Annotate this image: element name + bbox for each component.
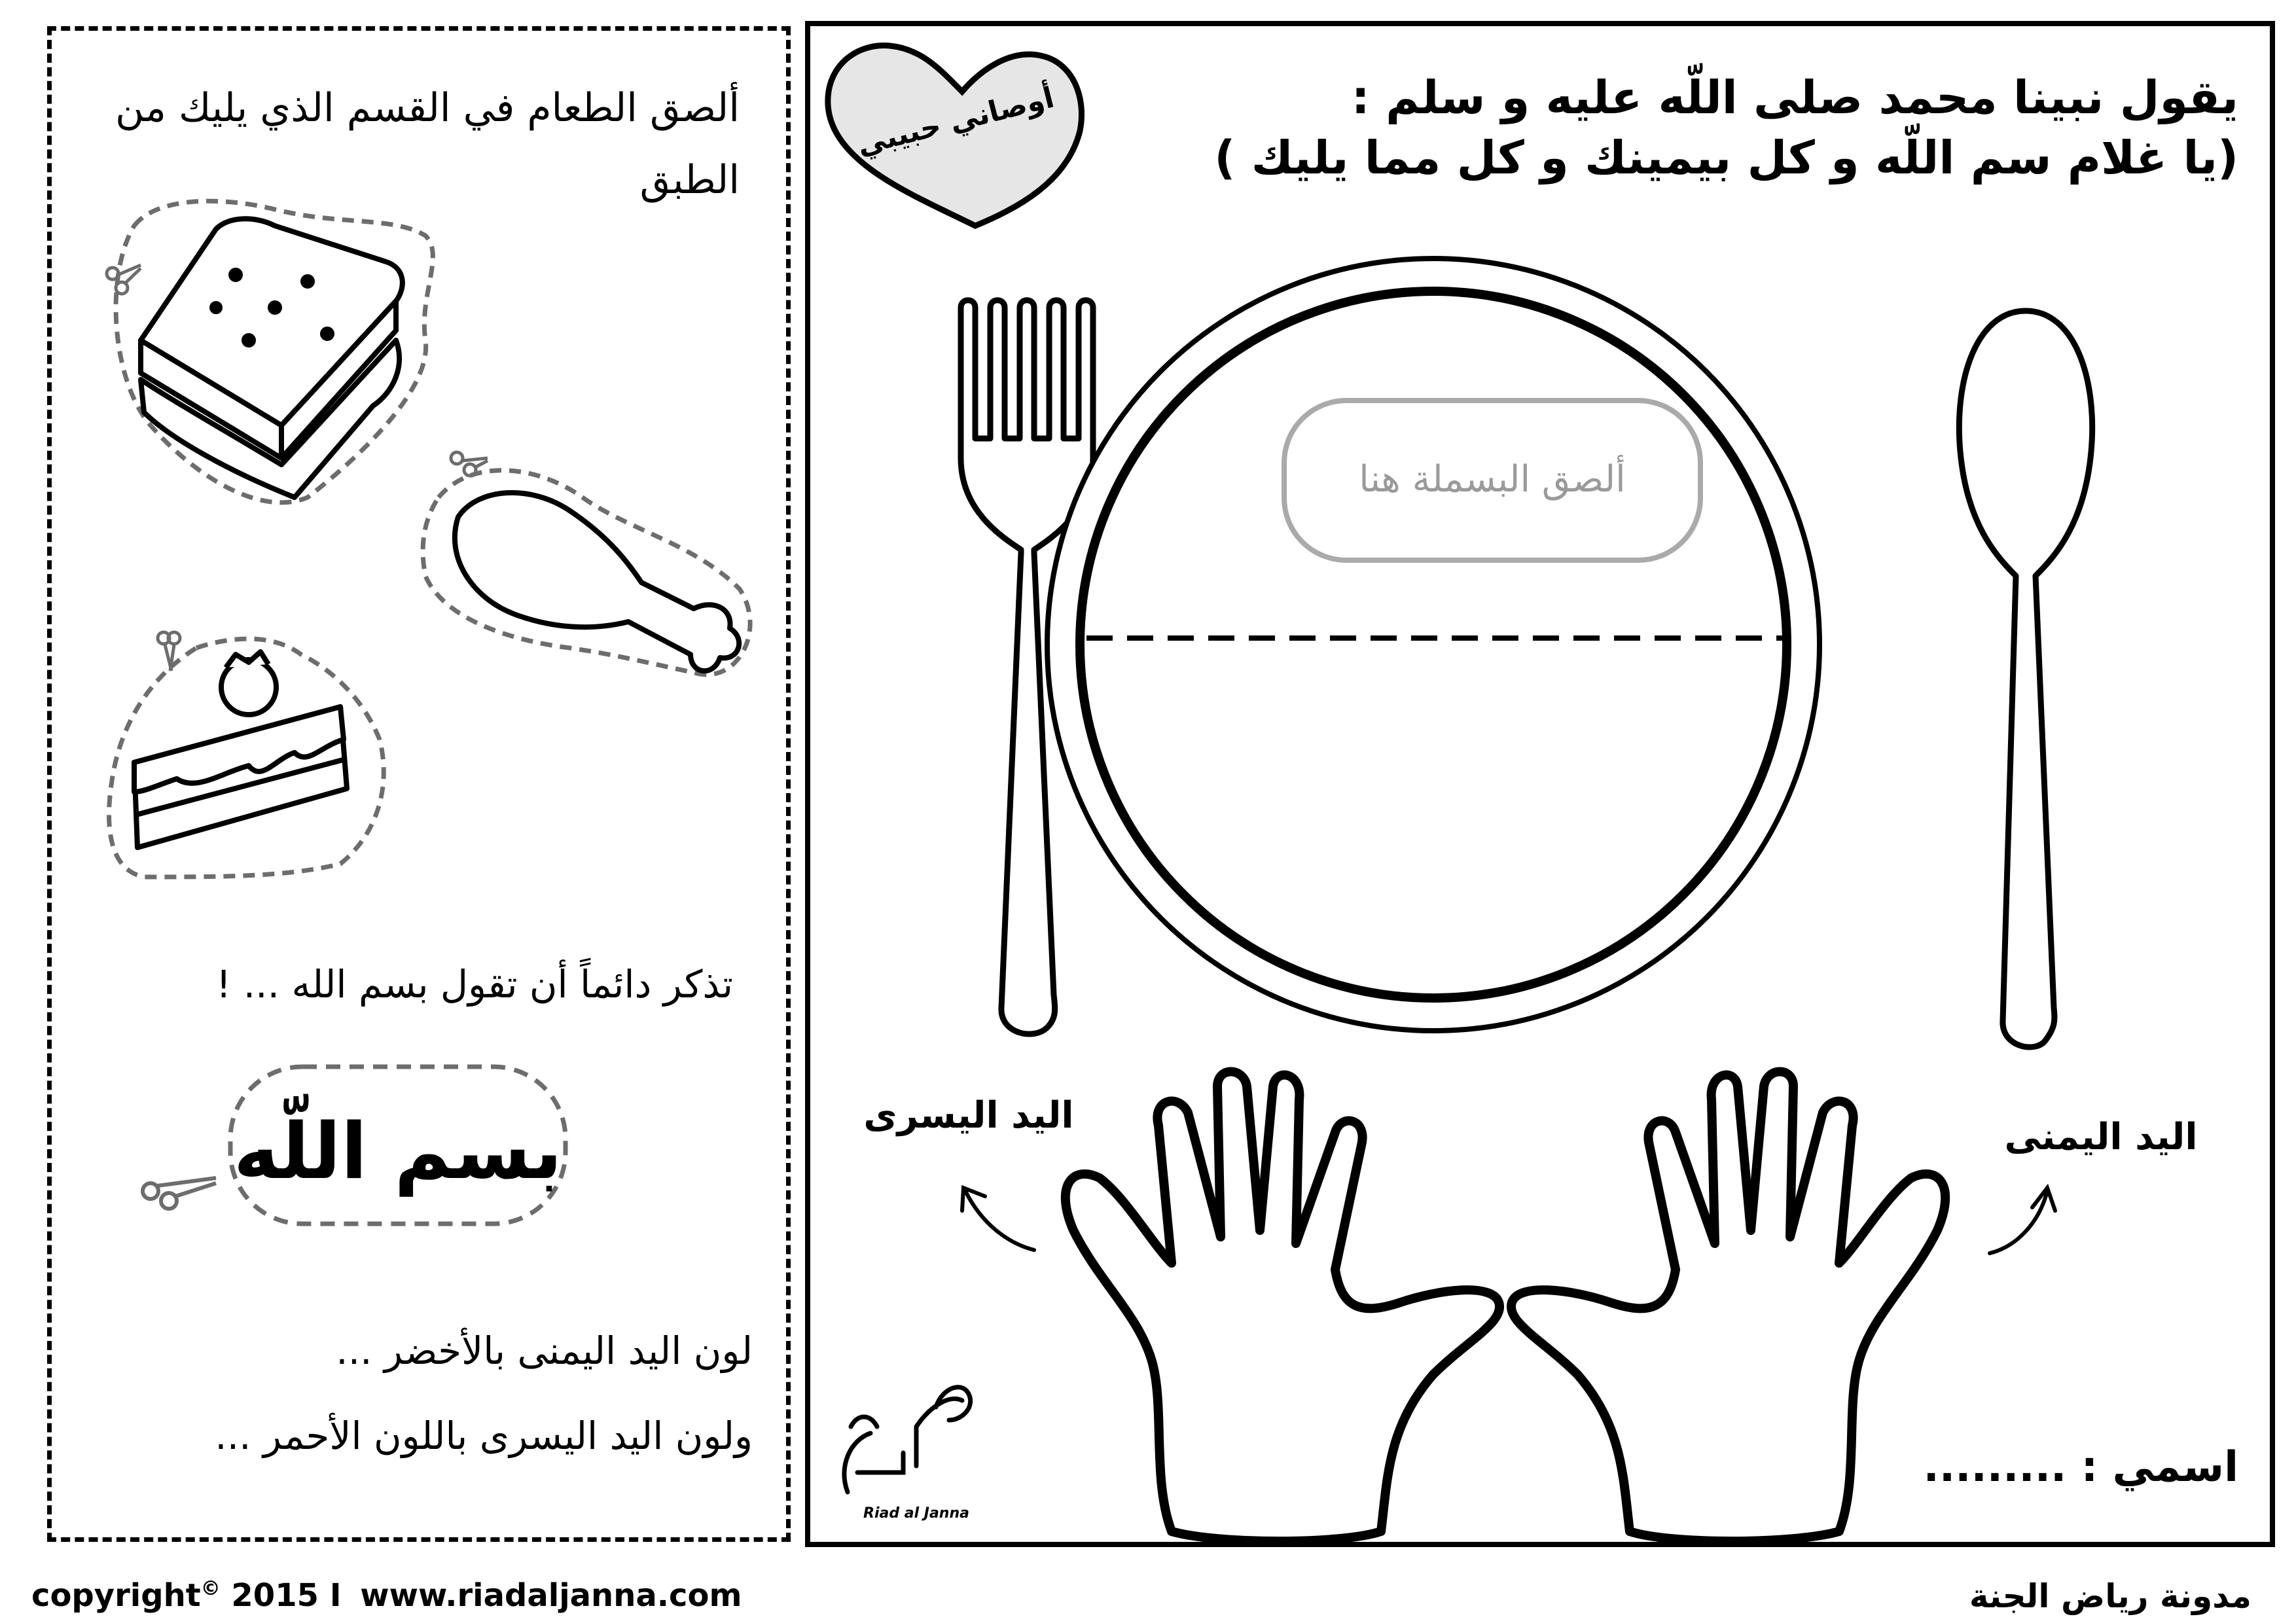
hadith-line-2: (يا غلام سم اللّه و كل بيمينك و كل مما يليك ) (1214, 131, 2238, 185)
copyright-year: 2015 I (231, 1577, 342, 1614)
name-field[interactable]: اسمي : ......... (1923, 1443, 2238, 1491)
color-instruction-right: لون اليد اليمنى بالأخضر ... (336, 1329, 753, 1373)
scissors-icon (451, 452, 488, 476)
footer-copyright (31, 1577, 742, 1614)
right-hand-label: اليد اليمنى (2004, 1116, 2198, 1158)
website-link[interactable]: www.riadaljanna.com (360, 1577, 742, 1614)
copyright-symbol: © (200, 1577, 221, 1600)
instruction-line-1: ألصق الطعام في القسم الذي يليك من (115, 85, 740, 131)
scissors-icon (107, 265, 141, 294)
drumstick-icon (455, 493, 739, 671)
instruction-line-2: الطبق (639, 157, 740, 203)
drumstick-cutout[interactable] (423, 471, 750, 675)
copyright-text: copyright (31, 1577, 201, 1614)
color-instruction-left: ولون اليد اليسرى باللون الأحمر ... (215, 1414, 753, 1458)
left-hand-label: اليد اليسرى (863, 1094, 1074, 1137)
cake-slice-icon (134, 652, 347, 847)
blog-name: مدونة رياض الجنة (1969, 1577, 2251, 1615)
plate-drop-label: ألصق البسملة هنا (1359, 458, 1626, 501)
reminder-text: تذكر دائماً أن تقول بسم الله ... ! (216, 962, 733, 1007)
hadith-line-1: يقول نبينا محمد صلى اللّه عليه و سلم : (1351, 71, 2238, 124)
bismillah-card-text: بسم اللّه (233, 1106, 563, 1196)
sandwich-cutout[interactable] (116, 201, 433, 503)
placemat-frame (805, 21, 2275, 1547)
cake-cutout[interactable] (109, 639, 384, 877)
logo-subtext: Riad al Janna (863, 1505, 969, 1522)
scissors-icon (143, 1178, 216, 1209)
heart-text: أوصاني حبيبي (853, 80, 1058, 162)
